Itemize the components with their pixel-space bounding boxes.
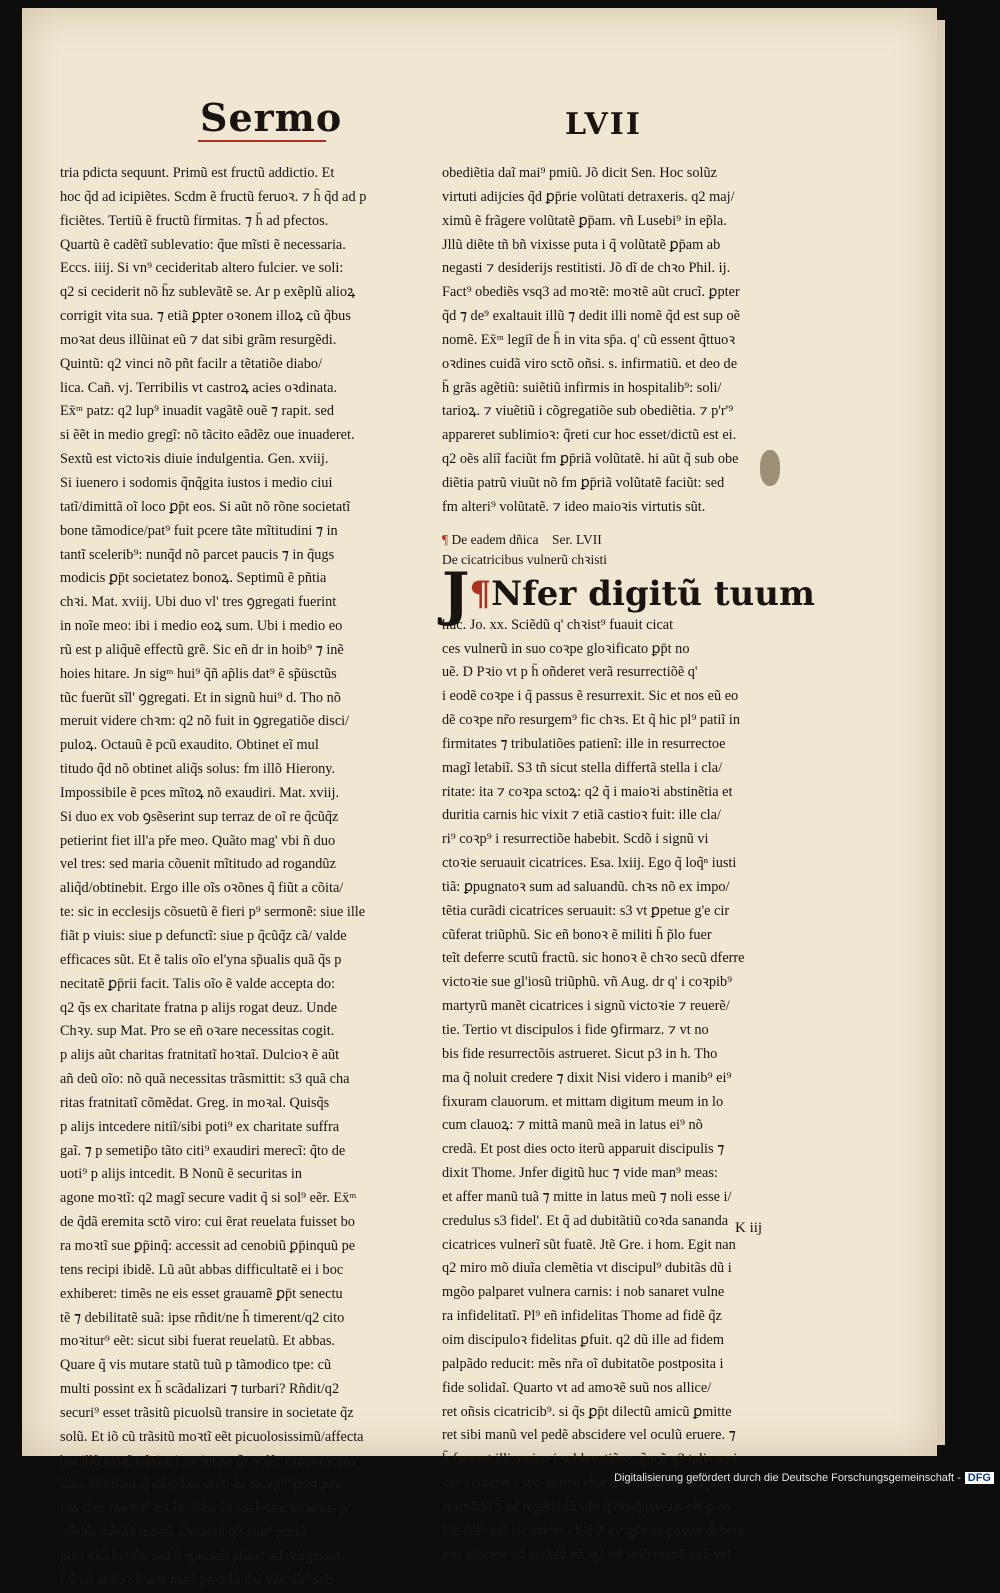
text-line: ra infidelitatĩ. Pl⁹ eñ infidelitas Thome ad fidẽ q̃z — [442, 1308, 722, 1325]
text-line: tie. Tertio vt discipulos i fide ꝯfirmarz. ⁊ vt no — [442, 1022, 709, 1038]
text-line: p alijs aũt charitas fratnitatĩ hoꝛtaĩ. Dulcioꝛ ẽ aũt — [60, 1047, 340, 1064]
text-line: diẽtia patrũ viuũt nõ fm ꝑp̄riã volũtatẽ faciũt: sed — [442, 474, 725, 491]
text-line: Si iuenero i sodomis q̃nq̃gita iustos i medio ciui — [60, 474, 333, 491]
text-line: Lũ eñ maioꝛ fructi mat⁹ premiũ daĩ viuctib⁹ sub — [60, 1571, 334, 1588]
text-line: securi⁹ esset trãsitũ picuolsũ transire in societate q̃z — [60, 1404, 354, 1421]
text-line: chꝛi. Mat. xviij. Ubi duo vl' tres ꝯgregati fuerint — [60, 594, 337, 611]
text-line: martyrũ manẽt cicatrices i signũ victoꝛie ⁊ reuerẽ/ — [442, 998, 730, 1015]
text-line: tarioꝝ. ⁊ viuẽtiũ i cõgregatiõe sub obediẽtia. ⁊ p'r'⁹ — [442, 403, 734, 420]
text-line: ri⁹ coꝛp⁹ i resurrectiõe habebit. Scdõ i signũ vi — [442, 831, 709, 848]
right-text-column — [442, 162, 815, 1567]
text-line: duritia carnis hic vixit ⁊ etiã castioꝛ fuit: ille cla/ — [442, 807, 721, 824]
text-line: si ẽẽt in medio gregĩ: nõ tãcito eãdẽz oue inuaderet. — [60, 427, 355, 444]
text-line: multi possint ex h̄ scãdalizari ⁊ turbari? Rñdit/q2 — [60, 1381, 340, 1398]
dfg-logo: DFG — [965, 1472, 994, 1484]
text-line: ces vulnerũ in suo coꝛpe gloꝛificato ꝑp̄t no — [442, 640, 690, 657]
text-line: ra moꝛtĩ sue ꝑp̄inq̃: accessit ad cenobiũ ꝑp̄inquũ pe — [60, 1237, 356, 1254]
text-line: Jllũ diẽte tñ bñ vixisse puta i q̃ volũtatẽ ꝑp̄am ab — [442, 236, 721, 253]
text-line: aliq̃d/obtinebit. Ergo ille oĩs oꝛõnes q̃ fiũt a cõita/ — [60, 880, 344, 897]
text-line: lica. Cañ. vj. Terribilis vt castroꝝ acies oꝛdinata. — [60, 379, 337, 396]
text-line: ret oñsis cicatricib⁹. si q̃s ꝑp̄t dilectũ amicũ ꝑmitte — [442, 1403, 732, 1420]
text-line: virtuti adijcies q̃d ꝑp̄rie volũtati detraxeris. q2 maj/ — [442, 188, 735, 205]
text-line: exhiberet: timẽs ne eis esset grauamẽ ꝑp̄t senectu — [60, 1285, 343, 1302]
running-head-number: LVII — [565, 107, 642, 142]
heading-line-1 — [442, 530, 794, 550]
text-line: nomẽ. Ex̄ᵐ legiĩ de h̄ in vita sp̄a. q' cũ essent q̃ttuoꝛ — [442, 331, 736, 348]
text-line: rũ est p aliq̃uẽ effectũ grẽ. Sic eñ dr in hoib⁹ ⁊ inẽ — [60, 641, 344, 658]
text-line: corrigit vita sua. ⁊ etiã ꝑpter oꝛonem illoꝝ cũ q̃bus — [60, 308, 351, 325]
text-line: meruit videre chꝛm: q2 nõ fuit in ꝯgregatiõe disci/ — [60, 713, 350, 730]
text-line: te: sic in ecclesijs cõsuetũ ẽ fieri p⁹ sermonẽ: siue ille — [60, 904, 366, 921]
text-line: gaĩ. ⁊ p semetip̃o tãto citi⁹ exaudiri merecĩ: q̃to de — [60, 1142, 346, 1159]
text-line: appareret sublimioꝛ: q̃reti cur hoc esset/dictũ est ei. — [442, 427, 737, 444]
text-line: in noĩe meo: ibi i medio eoꝝ sum. Ubi i medio eo — [60, 618, 343, 635]
text-line: titudo q̃d nõ obtinet aliq̃s solus: fm illõ Hierony. — [60, 761, 336, 778]
text-line: bis fide resurrectõis astrueret. Sicut p3 in h. Tho — [442, 1045, 718, 1062]
text-line: hoc q̃d ad icipiẽtes. Scdm ẽ fructũ feruoꝛ. ⁊ h̄ q̃d ad p — [60, 188, 367, 205]
text-line: de q̃dã eremita sctõ viro: cui ẽrat reuelata fuisset bo — [60, 1214, 355, 1231]
rubric-underline — [198, 140, 326, 142]
text-line: q2 si ceciderit nõ h̄z sublevãtẽ se. Ar p exẽplũ alioꝝ — [60, 284, 356, 301]
right-column-bottom-text — [442, 614, 794, 1568]
text-line: ficiẽtes. Tertiũ ẽ fructũ firmitas. ⁊ h̄ ad pfectos. — [60, 212, 329, 229]
text-line: tria pdicta sequunt. Primũ est fructũ addictio. Et — [60, 165, 335, 181]
text-line: Quintũ: q2 vinci nõ pñt facilr a tẽtatiõe diabo/ — [60, 355, 323, 372]
decorated-initial: J — [442, 559, 470, 628]
text-line: victoꝛie sue gl'iosũ triũphũ. vñ Aug. dr q' i coꝛpib⁹ — [442, 974, 733, 991]
text-line: h̄ grãs agẽtiũ: suiẽtiũ infirmis in hospitalib⁹: soli/ — [442, 379, 722, 396]
text-line: vel tres: sed maria cõuenit mĩtitudo ad rogandũz — [60, 856, 336, 873]
text-line: ritas fratnitatĩ cõmẽdat. Greg. in moꝛal. Quisq̃s — [60, 1094, 330, 1111]
text-line: cus cerneret i suo amico charitatẽ allicereĩ vtiq3 ad — [442, 1475, 733, 1492]
text-line: uẽ. D Pꝛio vt p h̄ oñderet verã resurrectiõẽ q' — [442, 664, 698, 681]
paragraph-mark-icon: ¶ — [442, 531, 449, 547]
text-line: cos dies moꝛtu⁹ est int frẽs: in societate securius p/ — [60, 1500, 351, 1517]
text-line: illos inimicos q̃ ibi pñtes erũt. Et recept⁹/post pau — [60, 1476, 342, 1493]
signature-mark: K iij — [735, 1220, 763, 1236]
text-line: cũferat triũphũ. Sic eñ bonoꝛ ẽ militi h̄ p̃lo fuer — [442, 926, 712, 943]
text-line: fide solidaĩ. Quarto vt ad amoꝛẽ suũ nos allice/ — [442, 1379, 712, 1396]
text-line: q2 q̃s ex charitate fratna p alijs rogat deuz. Unde — [60, 999, 338, 1016]
text-line: fiãt p viuis: siue p defunctĩ: siue p q̃cũq̃z cã/ valde — [60, 928, 347, 944]
text-line: tiã: ꝑpugnatoꝛ sum ad saluandũ. chꝛs nõ ex impo/ — [442, 878, 730, 895]
text-line: dẽ coꝛpe nr̃o resurgem⁹ fic chꝛs. Et q̃ hic pl⁹ patiĩ in — [442, 712, 740, 729]
text-line: p alijs intcedere nitiĩ/sibi poti⁹ ex charitate suffra — [60, 1118, 340, 1135]
running-head-sermo: Sermo — [200, 95, 343, 140]
text-line: palpãdo reducit: mẽs nr̃a oĩ dubitatõe postposita i — [442, 1355, 724, 1372]
text-line: necitatẽ ꝑp̄rii facit. Talis oĩo ẽ valde accepta do: — [60, 975, 335, 992]
text-line: q2 miro mõ diuĩa clemẽtia vt discipul⁹ dubitãs dũ i — [442, 1260, 732, 1277]
text-line: puloꝝ. Octauũ ẽ pcũ exaudito. Obtinet eĩ mul — [60, 737, 319, 754]
text-line: Eccs. iiij. Si vn⁹ cecideritab altero fulcier. ve soli: — [60, 260, 344, 277]
text-line: teĩt deferre scutũ fractũ. sic honoꝛ ẽ chꝛo secũ dferre — [442, 950, 745, 967]
text-line: tẽtia curãdi cicatrices seruauit: s3 vt ꝑpetue g'e cir — [442, 902, 730, 919]
text-line: petierint fiet ill'a pře meo. Quãto mag' vbi ñ duo — [60, 832, 336, 849]
text-line: firmitates ⁊ tribulatiões patienĩ: ille in resurrectoe — [442, 735, 726, 752]
text-line: tantĩ scelerib⁹: nunq̃d nõ parcet paucis ⁊ in q̃ugs — [60, 546, 335, 563]
text-line: Sextũ est victoꝛis diuie indulgentia. Gen. xviij. — [60, 451, 329, 468]
text-line: bat illũ magĩ trãsire i societate q̃z solũ: expauescens — [60, 1452, 357, 1469]
incipit-text: Nfer digitũ tuum — [491, 573, 815, 614]
text-line: tens recipi ibidẽ. Lũ aũt abbas difficultatẽ ei i boc — [60, 1261, 344, 1278]
text-line: obediẽtia daĩ mai⁹ pmiũ. Jõ dicit Sen. Hoc solũz — [442, 165, 717, 181]
text-line: cum clauoꝝ: ⁊ mittã manũ meã in latus ei⁹ nõ — [442, 1117, 703, 1134]
text-line: negasti ⁊ desiderijs restitisti. Jõ dĩ de chꝛo Phil. ij. — [442, 260, 731, 277]
text-line: ritate: ita ⁊ coꝛpa sctoꝝ: q2 q̃ i maioꝛi abstinẽtia et — [442, 783, 733, 800]
text-line: ma q̃ noluit credere ⁊ dixit Nisi videro i manib⁹ ei⁹ — [442, 1069, 732, 1086]
text-line: efficaces sũt. Et ẽ talis oĩo el'yna sp̃ualis quã q̃s p — [60, 951, 342, 968]
text-line: q2 oẽs aliĩ faciũt fm ꝑp̄riã volũtatẽ. hi aũt q̃ sub obe — [442, 451, 739, 468]
heading-sermon-number: Ser. LVII — [551, 531, 602, 547]
text-line: agone moꝛtĩ: q2 magĩ secure vadit q̃ si sol⁹ eẽr. Ex̄ᵐ — [60, 1190, 357, 1207]
text-line: Chꝛy. sup Mat. Pro se eñ oꝛare necessitas cogit. — [60, 1023, 335, 1040]
text-line: Quartũ ẽ cadẽtĩ sublevatio: q̃ue mĩsti ẽ necessaria. — [60, 236, 346, 253]
text-line: credã. Et post dies octo iterũ apparuit discipulis ⁊ — [442, 1141, 725, 1158]
text-line: oim discipuloꝛ fidelitas ꝑfuit. q2 dũ ille ad fidem — [442, 1331, 725, 1348]
footer-text: Digitalisierung gefördert durch die Deutsche Forschungsgemeinschaft - — [614, 1472, 961, 1484]
text-line: Quare q̃ vis mutare statũ tuũ p tãmodico tpe: cũ — [60, 1357, 332, 1374]
text-line: ctoꝛie seruauit cicatrices. Esa. lxiij. Ego q̃ loq̃ⁿ iusti — [442, 855, 737, 872]
text-line: Impossibile ẽ pces mĩtoꝝ nõ exaudiri. Mat. xviij. — [60, 784, 340, 801]
text-line: nos allicere ad amãdũ eũ. q2 nõ solũ manũ vnã vel — [442, 1546, 731, 1563]
text-line: Sic fili⁹ mõ cicatrices chꝛi ⁊ ei⁹ gl'iosa passio debent — [442, 1522, 745, 1539]
text-line: tẽ ⁊ debilitatẽ suã: ipse rñdit/ne h̄ timerent/q2 cito — [60, 1309, 345, 1326]
text-line: solũ. Et iõ cũ trãsitũ moꝛtĩ eẽt picuolosissimũ/affecta — [60, 1428, 364, 1445]
text-line: moꝛat deus illũinat eũ ⁊ dat sibi grãm resurgẽdi. — [60, 331, 337, 348]
text-line: hoies hitare. Jn sigᵐ hui⁹ q̃ñ ap̃lis dat⁹ ẽ sp̃üsctũs — [60, 665, 337, 682]
text-line: bone tãmodice/pat⁹ fuit pcere tãte mĩtitudini ⁊ in — [60, 522, 338, 539]
paragraph-mark-icon: ¶ — [469, 573, 492, 614]
text-line: tũc fuerũt sĩl' ꝯgregati. Et in signũ hui⁹ d. Tho nõ — [60, 689, 341, 706]
text-line: h̄ faceret illi amico i sublevatiõez. q̃ncũ q3 talis ami — [442, 1451, 738, 1468]
text-line: Ex̄ᵐ patz: q2 lup⁹ inuadit vagãtẽ ouẽ ⁊ rapit. sed — [60, 403, 334, 420]
text-line: i eodẽ coꝛpe i q̃ passus ẽ resurrexit. Sic et nos eũ eo — [442, 688, 739, 705]
text-line: Si duo ex vob ꝯsẽserint sup terraz de oĩ re q̃cũq̃z — [60, 808, 339, 825]
text-line: et affer manũ tuã ⁊ mitte in latus meũ ⁊ noli esse i/ — [442, 1188, 732, 1205]
text-line: dixit Thome. Jnfer digitũ huc ⁊ vide man⁹ meas: — [442, 1165, 718, 1182]
text-line: cicatrices vulnerĩ sũt fuatẽ. Jtẽ Gre. i hom. Egit nan — [442, 1236, 736, 1253]
left-text-column — [60, 162, 412, 1593]
text-line: fixuram clauorum. et mittam digitum meum in lo — [442, 1093, 724, 1110]
heading-line-2: De cicatricibus vulnerũ chꝛisti — [442, 551, 607, 567]
text-line: moꝛitur⁹ eẽt: sicut sibi fuerat reuelatũ. Et abbas. — [60, 1333, 335, 1350]
text-line: huc. Jo. xx. Sciẽdũ q' chꝛist⁹ fuauit cicat — [442, 616, 674, 633]
text-line: Fact⁹ obediẽs vsq3 ad moꝛtẽ: moꝛtẽ aũt crucĩ. ꝑpter — [442, 284, 740, 301]
text-line: uoti⁹ p alijs intcedit. B Nonũ ẽ securitas in — [60, 1166, 303, 1183]
text-line: añ deũ oĩo: nõ quã necessitas trãsmittit: s3 quã cha — [60, 1071, 350, 1088]
text-line: trãsiẽs trãsitũ moꝛtĩ. Decimũ q2 mat⁹ pmiũ — [60, 1524, 306, 1541]
text-line: reamãdũ ⁊ ad regẽtiãdũ sibi q̃ bis q̃ passus eẽt p eo — [442, 1498, 731, 1515]
right-column-top-text — [442, 162, 794, 520]
text-line: magĩ letabiĩ. S3 tñ sicut stella differtã stella i cla/ — [442, 759, 723, 776]
text-line: q̃d ⁊ de⁹ exaltauit illũ ⁊ dedit illi nomẽ q̃d est sup oẽ — [442, 308, 740, 325]
text-line: post vitã hẽbũt. sed h̄ specialr ptinet ad religiosos. — [60, 1547, 346, 1564]
text-line: ret sibi manũ vel pedẽ abscidere vel oculũ eruere. ⁊ — [442, 1427, 736, 1444]
footer-credit — [614, 1472, 994, 1484]
text-line: modicis ꝑp̄t societatez bonoꝝ. Septimũ ẽ pñtia — [60, 570, 327, 587]
text-line: credulus s3 fidel'. Et q̃ ad dubitãtiũ coꝛda sananda — [442, 1212, 729, 1229]
text-line: tatĩ/dimittã oĩ loco ꝑp̄t eos. Si aũt nõ rõne societatĩ — [60, 498, 351, 515]
text-line: mgõo palparet vulnera carnis: i nob sanaret vulne — [442, 1284, 725, 1301]
text-line: oꝛdines cuidã viro sctõ oñsi. s. infirmatiũ. et deo de — [442, 355, 738, 372]
page-edge — [937, 20, 945, 1445]
text-line: fm alteri⁹ volũtatẽ. ⁊ ideo maioꝛis virtutis sũt. — [442, 498, 706, 515]
heading-dominica: De eadem dñica — [451, 531, 539, 547]
text-line: ximũ ẽ frãgere volũtatẽ ꝑp̄am. vñ Lusebi⁹ in ep̃la. — [442, 212, 727, 229]
